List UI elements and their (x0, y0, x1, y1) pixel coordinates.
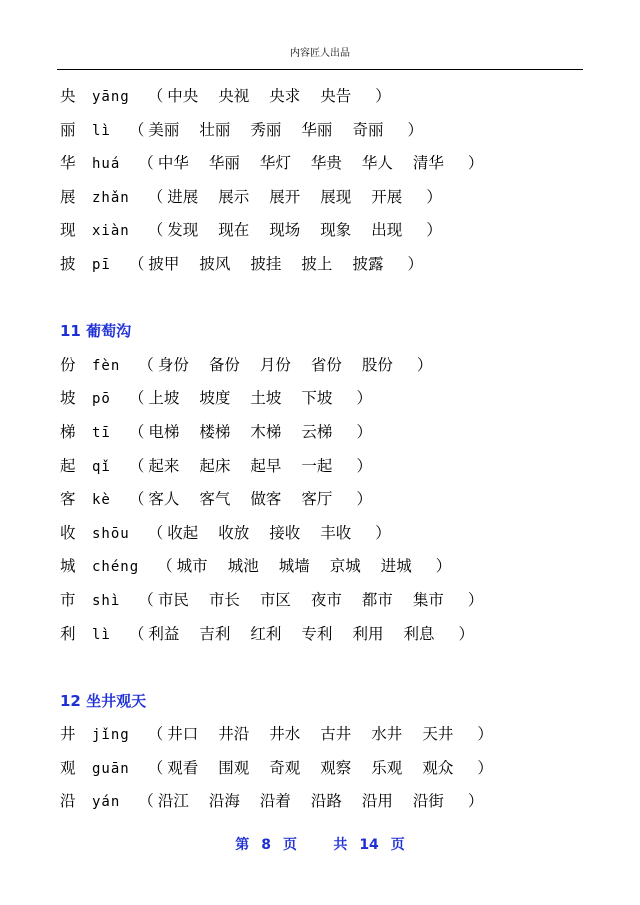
open-paren: （ (138, 590, 154, 609)
vocab-word: 开展 (371, 187, 403, 206)
vocab-word: 土坡 (250, 389, 282, 408)
vocab-word: 收起 (167, 523, 199, 542)
vocab-word: 进城 (380, 557, 412, 576)
open-paren: （ (128, 456, 145, 475)
vocab-word: 沿着 (259, 792, 291, 811)
vocab-word: 下坡 (301, 389, 333, 408)
vocab-word: 观众 (422, 758, 454, 777)
section-lesson-12 (60, 720, 620, 821)
close-paren: ） (407, 120, 423, 139)
open-paren: （ (128, 422, 145, 441)
vocab-word: 京城 (329, 557, 361, 576)
vocab-word: 观看 (167, 758, 199, 777)
vocab-word: 进展 (167, 187, 199, 206)
close-paren: ） (467, 154, 484, 173)
vocab-word: 做客 (250, 490, 282, 509)
vocab-pinyin: pō (92, 391, 111, 408)
vocab-row (60, 754, 620, 788)
vocab-word: 现在 (218, 221, 250, 240)
vocab-row (60, 149, 620, 183)
open-paren: （ (147, 758, 164, 777)
vocab-word: 壮丽 (199, 120, 231, 139)
vocab-pinyin: fèn (92, 357, 121, 374)
vocab-row (60, 787, 620, 821)
vocab-pinyin: kè (92, 492, 111, 509)
vocab-character: 丽 (60, 120, 76, 139)
vocab-word: 华丽 (301, 120, 333, 139)
vocab-row (60, 519, 620, 553)
open-paren: （ (147, 87, 164, 105)
close-paren: ） (467, 792, 484, 811)
section-intro (60, 82, 620, 284)
open-paren: （ (138, 154, 154, 173)
vocab-row (60, 452, 620, 486)
vocab-word: 利息 (403, 624, 435, 643)
close-paren: ） (356, 422, 372, 441)
vocab-row (60, 351, 620, 385)
vocab-character: 展 (60, 187, 76, 206)
vocab-word: 电梯 (148, 422, 180, 441)
close-paren: ） (356, 389, 372, 408)
vocab-row (60, 82, 620, 116)
total-pages: 14 (359, 837, 379, 853)
vocab-word: 沿街 (412, 792, 444, 811)
vocab-row (60, 586, 620, 620)
vocab-row (60, 216, 620, 250)
vocab-word: 华人 (361, 154, 393, 173)
vocab-word: 集市 (412, 590, 444, 609)
vocab-pinyin: pī (92, 256, 111, 273)
vocab-pinyin: chéng (92, 559, 140, 576)
open-paren: （ (128, 120, 145, 139)
vocab-word: 井水 (269, 725, 301, 744)
vocab-word: 起床 (199, 456, 231, 475)
page-prefix: 第 (235, 837, 250, 853)
open-paren: （ (138, 792, 154, 811)
vocab-word: 丰收 (320, 523, 352, 542)
vocab-word: 夜市 (310, 590, 342, 609)
vocab-word: 奇观 (269, 758, 301, 777)
page-footer (0, 834, 640, 854)
section-lesson-11 (60, 351, 620, 653)
vocab-word: 现象 (320, 221, 352, 240)
vocab-row (60, 720, 620, 754)
vocab-word: 备份 (208, 355, 240, 374)
vocab-row (60, 620, 620, 654)
vocab-pinyin: xiàn (92, 223, 130, 240)
close-paren: ） (458, 624, 474, 643)
close-paren: ） (477, 725, 493, 744)
vocab-character: 坡 (60, 389, 76, 408)
vocab-word: 沿江 (157, 792, 189, 811)
vocab-word: 央视 (218, 87, 250, 105)
vocab-character: 观 (60, 758, 76, 777)
vocab-word: 央求 (269, 87, 301, 105)
vocab-word: 围观 (218, 758, 250, 777)
vocab-word: 起来 (148, 456, 180, 475)
vocab-word: 清华 (412, 154, 444, 173)
open-paren: （ (147, 187, 164, 206)
page-unit: 页 (282, 837, 297, 853)
close-paren: ） (375, 523, 391, 542)
page-header: 内容匠人出品 (290, 48, 350, 59)
vocab-word: 接收 (269, 523, 301, 542)
vocab-pinyin: zhǎn (92, 189, 130, 206)
vocab-word: 起早 (250, 456, 282, 475)
vocab-word: 云梯 (301, 422, 333, 441)
close-paren: ） (477, 758, 493, 777)
vocab-word: 客气 (199, 490, 231, 509)
vocab-character: 客 (60, 490, 76, 509)
vocab-word: 沿海 (208, 792, 240, 811)
open-paren: （ (157, 557, 173, 576)
vocab-pinyin: lì (92, 626, 111, 643)
vocab-word: 展示 (218, 187, 250, 206)
open-paren: （ (128, 389, 145, 408)
vocab-word: 中央 (167, 87, 199, 105)
vocab-word: 秀丽 (250, 120, 282, 139)
vocab-word: 月份 (259, 355, 291, 374)
vocab-pinyin: tī (92, 424, 111, 441)
vocab-word: 披挂 (250, 254, 282, 273)
vocab-content (60, 82, 620, 821)
vocab-word: 发现 (167, 221, 199, 240)
vocab-pinyin: qǐ (92, 458, 111, 475)
vocab-row (60, 418, 620, 452)
lesson-11-title: 11 葡萄沟 (60, 322, 132, 341)
close-paren: ） (356, 456, 372, 475)
vocab-word: 中华 (157, 154, 189, 173)
vocab-word: 沿用 (361, 792, 393, 811)
page-number: 8 (261, 837, 271, 853)
lesson-12-title: 12 坐井观天 (60, 691, 147, 710)
vocab-word: 井沿 (218, 725, 250, 744)
vocab-word: 上坡 (148, 389, 180, 408)
vocab-character: 央 (60, 87, 76, 105)
vocab-row (60, 552, 620, 586)
vocab-word: 华丽 (208, 154, 240, 173)
vocab-word: 乐观 (371, 758, 403, 777)
vocab-word: 华贵 (310, 154, 342, 173)
vocab-character: 利 (60, 624, 76, 643)
vocab-character: 披 (60, 254, 76, 273)
vocab-word: 沿路 (310, 792, 342, 811)
open-paren: （ (128, 490, 145, 509)
vocab-word: 美丽 (148, 120, 180, 139)
section-gap (60, 284, 620, 318)
vocab-word: 一起 (301, 456, 333, 475)
open-paren: （ (128, 624, 145, 643)
vocab-word: 披露 (352, 254, 384, 273)
vocab-word: 红利 (250, 624, 282, 643)
total-unit: 页 (390, 837, 405, 853)
vocab-pinyin: shì (92, 592, 121, 609)
vocab-character: 市 (60, 590, 76, 609)
vocab-word: 现场 (269, 221, 301, 240)
vocab-word: 展开 (269, 187, 301, 206)
vocab-row (60, 384, 620, 418)
vocab-word: 展现 (320, 187, 352, 206)
vocab-word: 身份 (157, 355, 189, 374)
close-paren: ） (426, 187, 442, 206)
vocab-word: 披风 (199, 254, 231, 273)
vocab-character: 井 (60, 725, 76, 744)
vocab-word: 市长 (208, 590, 240, 609)
open-paren: （ (138, 355, 154, 374)
vocab-word: 井口 (167, 725, 199, 744)
vocab-word: 利用 (352, 624, 384, 643)
close-paren: ） (426, 221, 442, 240)
vocab-word: 城墙 (278, 557, 310, 576)
header-rule (57, 69, 583, 70)
vocab-word: 市区 (259, 590, 291, 609)
vocab-word: 披甲 (148, 254, 180, 273)
vocab-word: 都市 (361, 590, 393, 609)
vocab-word: 吉利 (199, 624, 231, 643)
vocab-word: 收放 (218, 523, 250, 542)
vocab-character: 收 (60, 523, 76, 542)
vocab-pinyin: lì (92, 122, 111, 139)
vocab-character: 华 (60, 154, 76, 173)
section-gap (60, 653, 620, 687)
vocab-pinyin: yāng (92, 89, 130, 105)
total-prefix: 共 (333, 837, 348, 853)
close-paren: ） (416, 355, 433, 374)
vocab-character: 城 (60, 557, 76, 576)
vocab-row (60, 116, 620, 150)
vocab-word: 城池 (227, 557, 259, 576)
vocab-word: 木梯 (250, 422, 282, 441)
open-paren: （ (147, 523, 164, 542)
vocab-character: 梯 (60, 422, 76, 441)
vocab-word: 出现 (371, 221, 403, 240)
vocab-word: 披上 (301, 254, 333, 273)
vocab-pinyin: jǐng (92, 727, 130, 744)
vocab-word: 央告 (320, 87, 352, 105)
vocab-word: 天井 (422, 725, 454, 744)
close-paren: ） (356, 490, 372, 509)
close-paren: ） (467, 590, 484, 609)
vocab-word: 华灯 (259, 154, 291, 173)
vocab-word: 市民 (157, 590, 189, 609)
open-paren: （ (147, 725, 164, 744)
vocab-word: 客厅 (301, 490, 333, 509)
vocab-pinyin: guān (92, 760, 130, 777)
close-paren: ） (375, 87, 391, 105)
vocab-row (60, 183, 620, 217)
vocab-pinyin: shōu (92, 525, 130, 542)
vocab-word: 省份 (310, 355, 342, 374)
vocab-word: 坡度 (199, 389, 231, 408)
close-paren: ） (435, 557, 452, 576)
vocab-word: 奇丽 (352, 120, 384, 139)
vocab-character: 现 (60, 221, 76, 240)
vocab-row (60, 485, 620, 519)
vocab-word: 古井 (320, 725, 352, 744)
vocab-word: 观察 (320, 758, 352, 777)
vocab-word: 客人 (148, 490, 180, 509)
vocab-character: 份 (60, 355, 76, 374)
open-paren: （ (128, 254, 145, 273)
open-paren: （ (147, 221, 164, 240)
vocab-word: 专利 (301, 624, 333, 643)
close-paren: ） (407, 254, 423, 273)
vocab-pinyin: yán (92, 794, 121, 811)
vocab-word: 水井 (371, 725, 403, 744)
vocab-word: 股份 (361, 355, 393, 374)
vocab-word: 利益 (148, 624, 180, 643)
vocab-pinyin: huá (92, 156, 121, 173)
vocab-character: 起 (60, 456, 76, 475)
vocab-character: 沿 (60, 792, 76, 811)
vocab-word: 楼梯 (199, 422, 231, 441)
vocab-row (60, 250, 620, 284)
vocab-word: 城市 (176, 557, 208, 576)
